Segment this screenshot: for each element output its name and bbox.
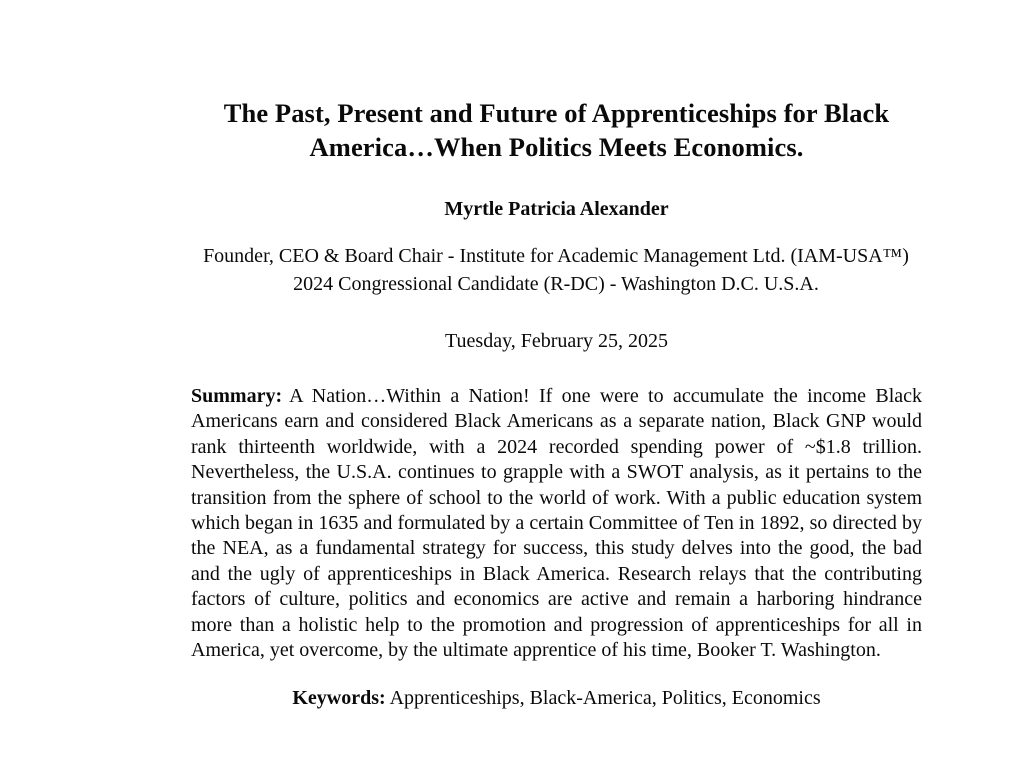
affiliation-line-2: 2024 Congressional Candidate (R-DC) - Washington D.C. U.S.A. <box>293 273 819 295</box>
keywords-label: Keywords: <box>292 687 386 710</box>
summary-section <box>191 354 922 663</box>
page-content <box>191 0 922 711</box>
document-date: Tuesday, February 25, 2025 <box>445 330 668 352</box>
affiliation-block <box>161 222 951 298</box>
affiliation-line-1: Founder, CEO & Board Chair - Institute for Academic Management Ltd. (IAM-USA™) <box>203 245 909 267</box>
summary-body: A Nation…Within a Nation! If one were to accumulate the income Black Americans earn and considered Black Americans as a separate nation, Black GNP would rank thirteenth worldwide, with a 2024 recorded spending power of ~$1.8 trillion. Nevertheless, the U.S.A. continues to grapple with a SWOT analysis, as it pertains to the transition from the sphere of school to the world of work. With a public education system which began in 1635 and formulated by a certain Committee of Ten in 1892, so directed by the NEA, as a fundamental strategy for success, this study delves into the good, the bad and the ugly of apprenticeships in Black America. Research relays that the contributing factors of culture, politics and economics are active and remain a harboring hindrance more than a holistic help to the promotion and progression of apprenticeships for all in America, yet overcome, by the ultimate apprentice of his time, Booker T. Washington. <box>191 385 922 662</box>
keywords-value: Apprenticeships, Black-America, Politics, Economics <box>389 687 821 710</box>
page-title: The Past, Present and Future of Apprenticeships for Black America…When Politics Meets Economics. <box>223 98 890 162</box>
keywords-section <box>191 663 922 711</box>
summary-label: Summary: <box>191 385 283 407</box>
author-name: Myrtle Patricia Alexander <box>444 198 669 220</box>
